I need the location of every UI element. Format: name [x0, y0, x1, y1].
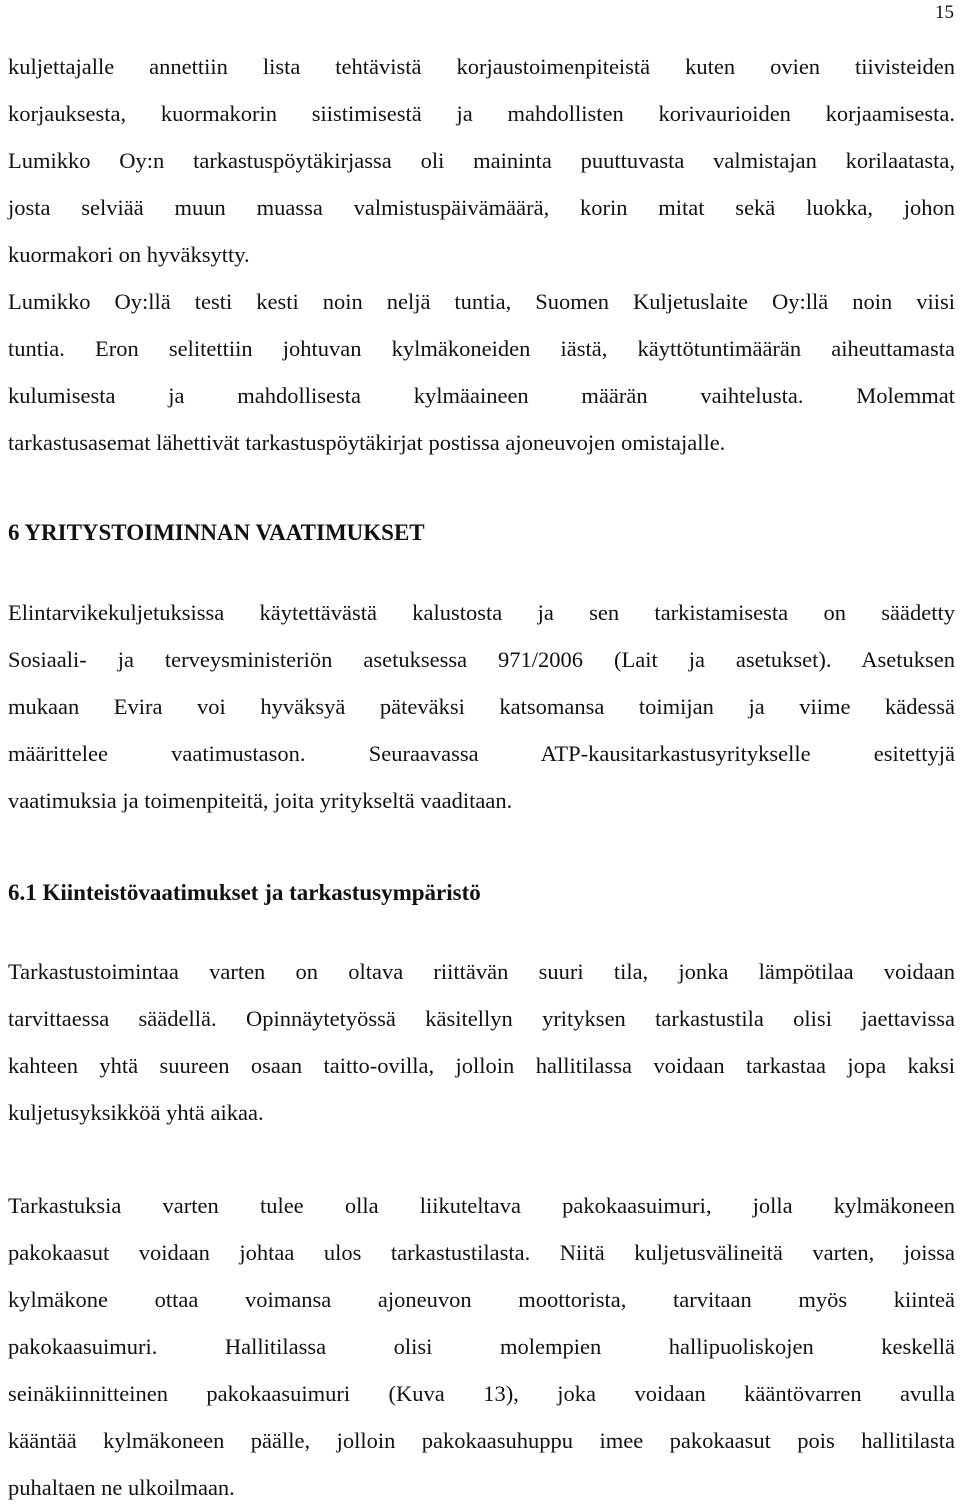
text-line: kulumisesta ja mahdollisesta kylmäaineen määrän vaihtelusta. Molemmat: [8, 383, 955, 408]
section-heading-6-1: 6.1 Kiinteistövaatimukset ja tarkastusympäristö: [8, 880, 481, 905]
text-line: korjauksesta, kuormakorin siistimisestä ja mahdollisten korivaurioiden korjaamisesta.: [8, 101, 955, 126]
paragraph-1: [8, 43, 955, 278]
text-line: Lumikko Oy:n tarkastuspöytäkirjassa oli maininta puuttuvasta valmistajan korilaatasta,: [8, 148, 955, 173]
text-line: määrittelee vaatimustason. Seuraavassa ATP-kausitarkastusyritykselle esitettyjä: [8, 741, 955, 766]
text-line: pakokaasut voidaan johtaa ulos tarkastustilasta. Niitä kuljetusvälineitä varten, joissa: [8, 1240, 955, 1265]
text-line: josta selviää muun muassa valmistuspäivämäärä, korin mitat sekä luokka, johon: [8, 195, 955, 220]
text-line: pakokaasuimuri. Hallitilassa olisi molempien hallipuoliskojen keskellä: [8, 1334, 955, 1359]
text-line: kuormakori on hyväksytty.: [8, 242, 250, 267]
paragraph-4: [8, 948, 955, 1136]
text-line: kääntää kylmäkoneen päälle, jolloin pakokaasuhuppu imee pakokaasut pois hallitilasta: [8, 1428, 955, 1453]
text-line: vaatimuksia ja toimenpiteitä, joita yritykseltä vaaditaan.: [8, 788, 513, 813]
text-line: Tarkastuksia varten tulee olla liikuteltava pakokaasuimuri, jolla kylmäkoneen: [8, 1193, 955, 1218]
text-line: Tarkastustoimintaa varten on oltava riittävän suuri tila, jonka lämpötilaa voidaan: [8, 959, 955, 984]
paragraph-2: [8, 278, 955, 466]
text-line: mukaan Evira voi hyväksyä päteväksi katsomansa toimijan ja viime kädessä: [8, 694, 955, 719]
text-line: seinäkiinnitteinen pakokaasuimuri (Kuva 13), joka voidaan kääntövarren avulla: [8, 1381, 955, 1406]
text-line: Lumikko Oy:llä testi kesti noin neljä tuntia, Suomen Kuljetuslaite Oy:llä noin viisi: [8, 289, 955, 314]
text-line: Sosiaali- ja terveysministeriön asetuksessa 971/2006 (Lait ja asetukset). Asetuksen: [8, 647, 955, 672]
text-line: kuljettajalle annettiin lista tehtävistä korjaustoimenpiteistä kuten ovien tiivisteiden: [8, 54, 955, 79]
section-heading-6: 6 YRITYSTOIMINNAN VAATIMUKSET: [8, 520, 425, 545]
text-line: Elintarvikekuljetuksissa käytettävästä kalustosta ja sen tarkistamisesta on säädetty: [8, 600, 955, 625]
page-number: 15: [935, 2, 954, 23]
paragraph-3: [8, 589, 955, 824]
text-line: tarvittaessa säädellä. Opinnäytetyössä käsitellyn yrityksen tarkastustila olisi jaettavissa: [8, 1006, 955, 1031]
text-line: kahteen yhtä suureen osaan taitto-ovilla, jolloin hallitilassa voidaan tarkastaa jopa kaksi: [8, 1053, 955, 1078]
text-line: tuntia. Eron selitettiin johtuvan kylmäkoneiden iästä, käyttötuntimäärän aiheuttamasta: [8, 336, 955, 361]
text-line: kylmäkone ottaa voimansa ajoneuvon moottorista, tarvitaan myös kiinteä: [8, 1287, 955, 1312]
text-line: kuljetusyksikköä yhtä aikaa.: [8, 1100, 264, 1125]
paragraph-5: [8, 1182, 955, 1511]
text-line: tarkastusasemat lähettivät tarkastuspöytäkirjat postissa ajoneuvojen omistajalle.: [8, 430, 726, 455]
text-line: puhaltaen ne ulkoilmaan.: [8, 1475, 235, 1500]
